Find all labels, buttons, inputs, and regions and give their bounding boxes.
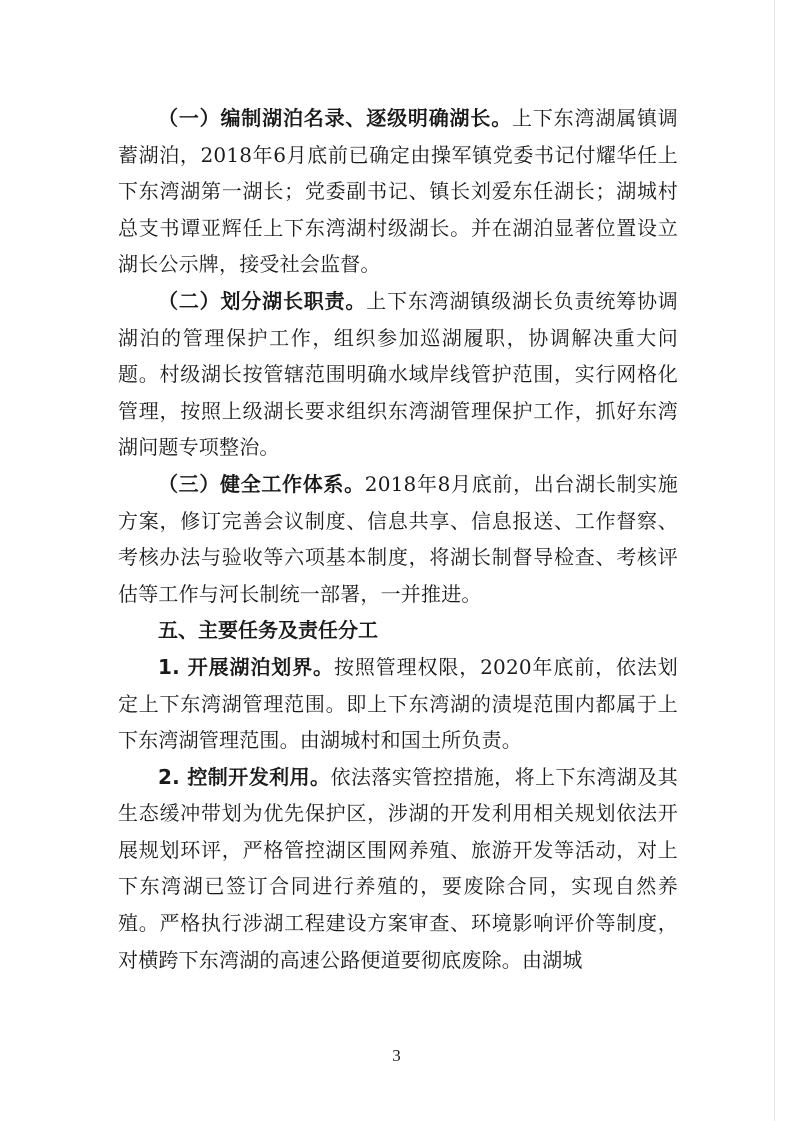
- paragraph-task-1: [118, 649, 678, 759]
- section-2-title: （二）划分湖长职责。: [158, 288, 367, 313]
- chapter-heading: 五、主要任务及责任分工: [158, 618, 378, 643]
- task-2-title: 2. 控制开发利用。: [158, 764, 331, 789]
- section-3-body: 2018年8月底前，出台湖长制实施方案，修订完善会议制度、信息共享、信息报送、工作督察、考核办法与验收等六项基本制度，将湖长制督导检查、考核评估等工作与河长制统一部署，一并推进。: [118, 471, 679, 606]
- task-1-title: 1. 开展湖泊划界。: [158, 654, 334, 679]
- section-2-body: 上下东湾湖镇级湖长负责统筹协调湖泊的管理保护工作，组织参加巡湖履职，协调解决重大问题。村级湖长按管辖范围明确水域岸线管护范围，实行网格化管理，按照上级湖长要求组织东湾湖管理保护工作，抓好东湾湖问题专项整治。: [118, 288, 678, 460]
- paragraph-section-3: [118, 466, 678, 612]
- paragraph-section-2: [118, 283, 678, 466]
- page-number: 3: [392, 1046, 401, 1065]
- section-1-body: 上下东湾湖属镇调蓄湖泊，2018年6月底前已确定由操军镇党委书记付耀华任上下东湾湖第一湖长；党委副书记、镇长刘爱东任湖长；湖城村总支书谭亚辉任上下东湾湖村级湖长。并在湖泊显著位置设立湖长公示牌，接受社会监督。: [118, 106, 678, 277]
- task-2-body: 依法落实管控措施，将上下东湾湖及其生态缓冲带划为优先保护区，涉湖的开发利用相关规划依法开展规划环评，严格管控湖区围网养殖、旅游开发等活动，对上下东湾湖已签订合同进行养殖的，要废除合同，实现自然养殖。严格执行涉湖工程建设方案审查、环境影响评价等制度，对横跨下东湾湖的高速公路便道要彻底废除。由湖城: [118, 764, 678, 972]
- task-1-body: 按照管理权限，2020年底前，依法划定上下东湾湖管理范围。即上下东湾湖的渍堤范围内都属于上下东湾湖管理范围。由湖城村和国土所负责。: [118, 654, 678, 753]
- paragraph-task-2: [118, 759, 678, 979]
- paragraph-section-1: [118, 100, 678, 283]
- scan-edge-line: [774, 0, 775, 1121]
- section-3-title: （三）健全工作体系。: [158, 471, 365, 496]
- document-body: [118, 100, 678, 978]
- section-1-title: （一）编制湖泊名录、逐级明确湖长。: [158, 106, 513, 130]
